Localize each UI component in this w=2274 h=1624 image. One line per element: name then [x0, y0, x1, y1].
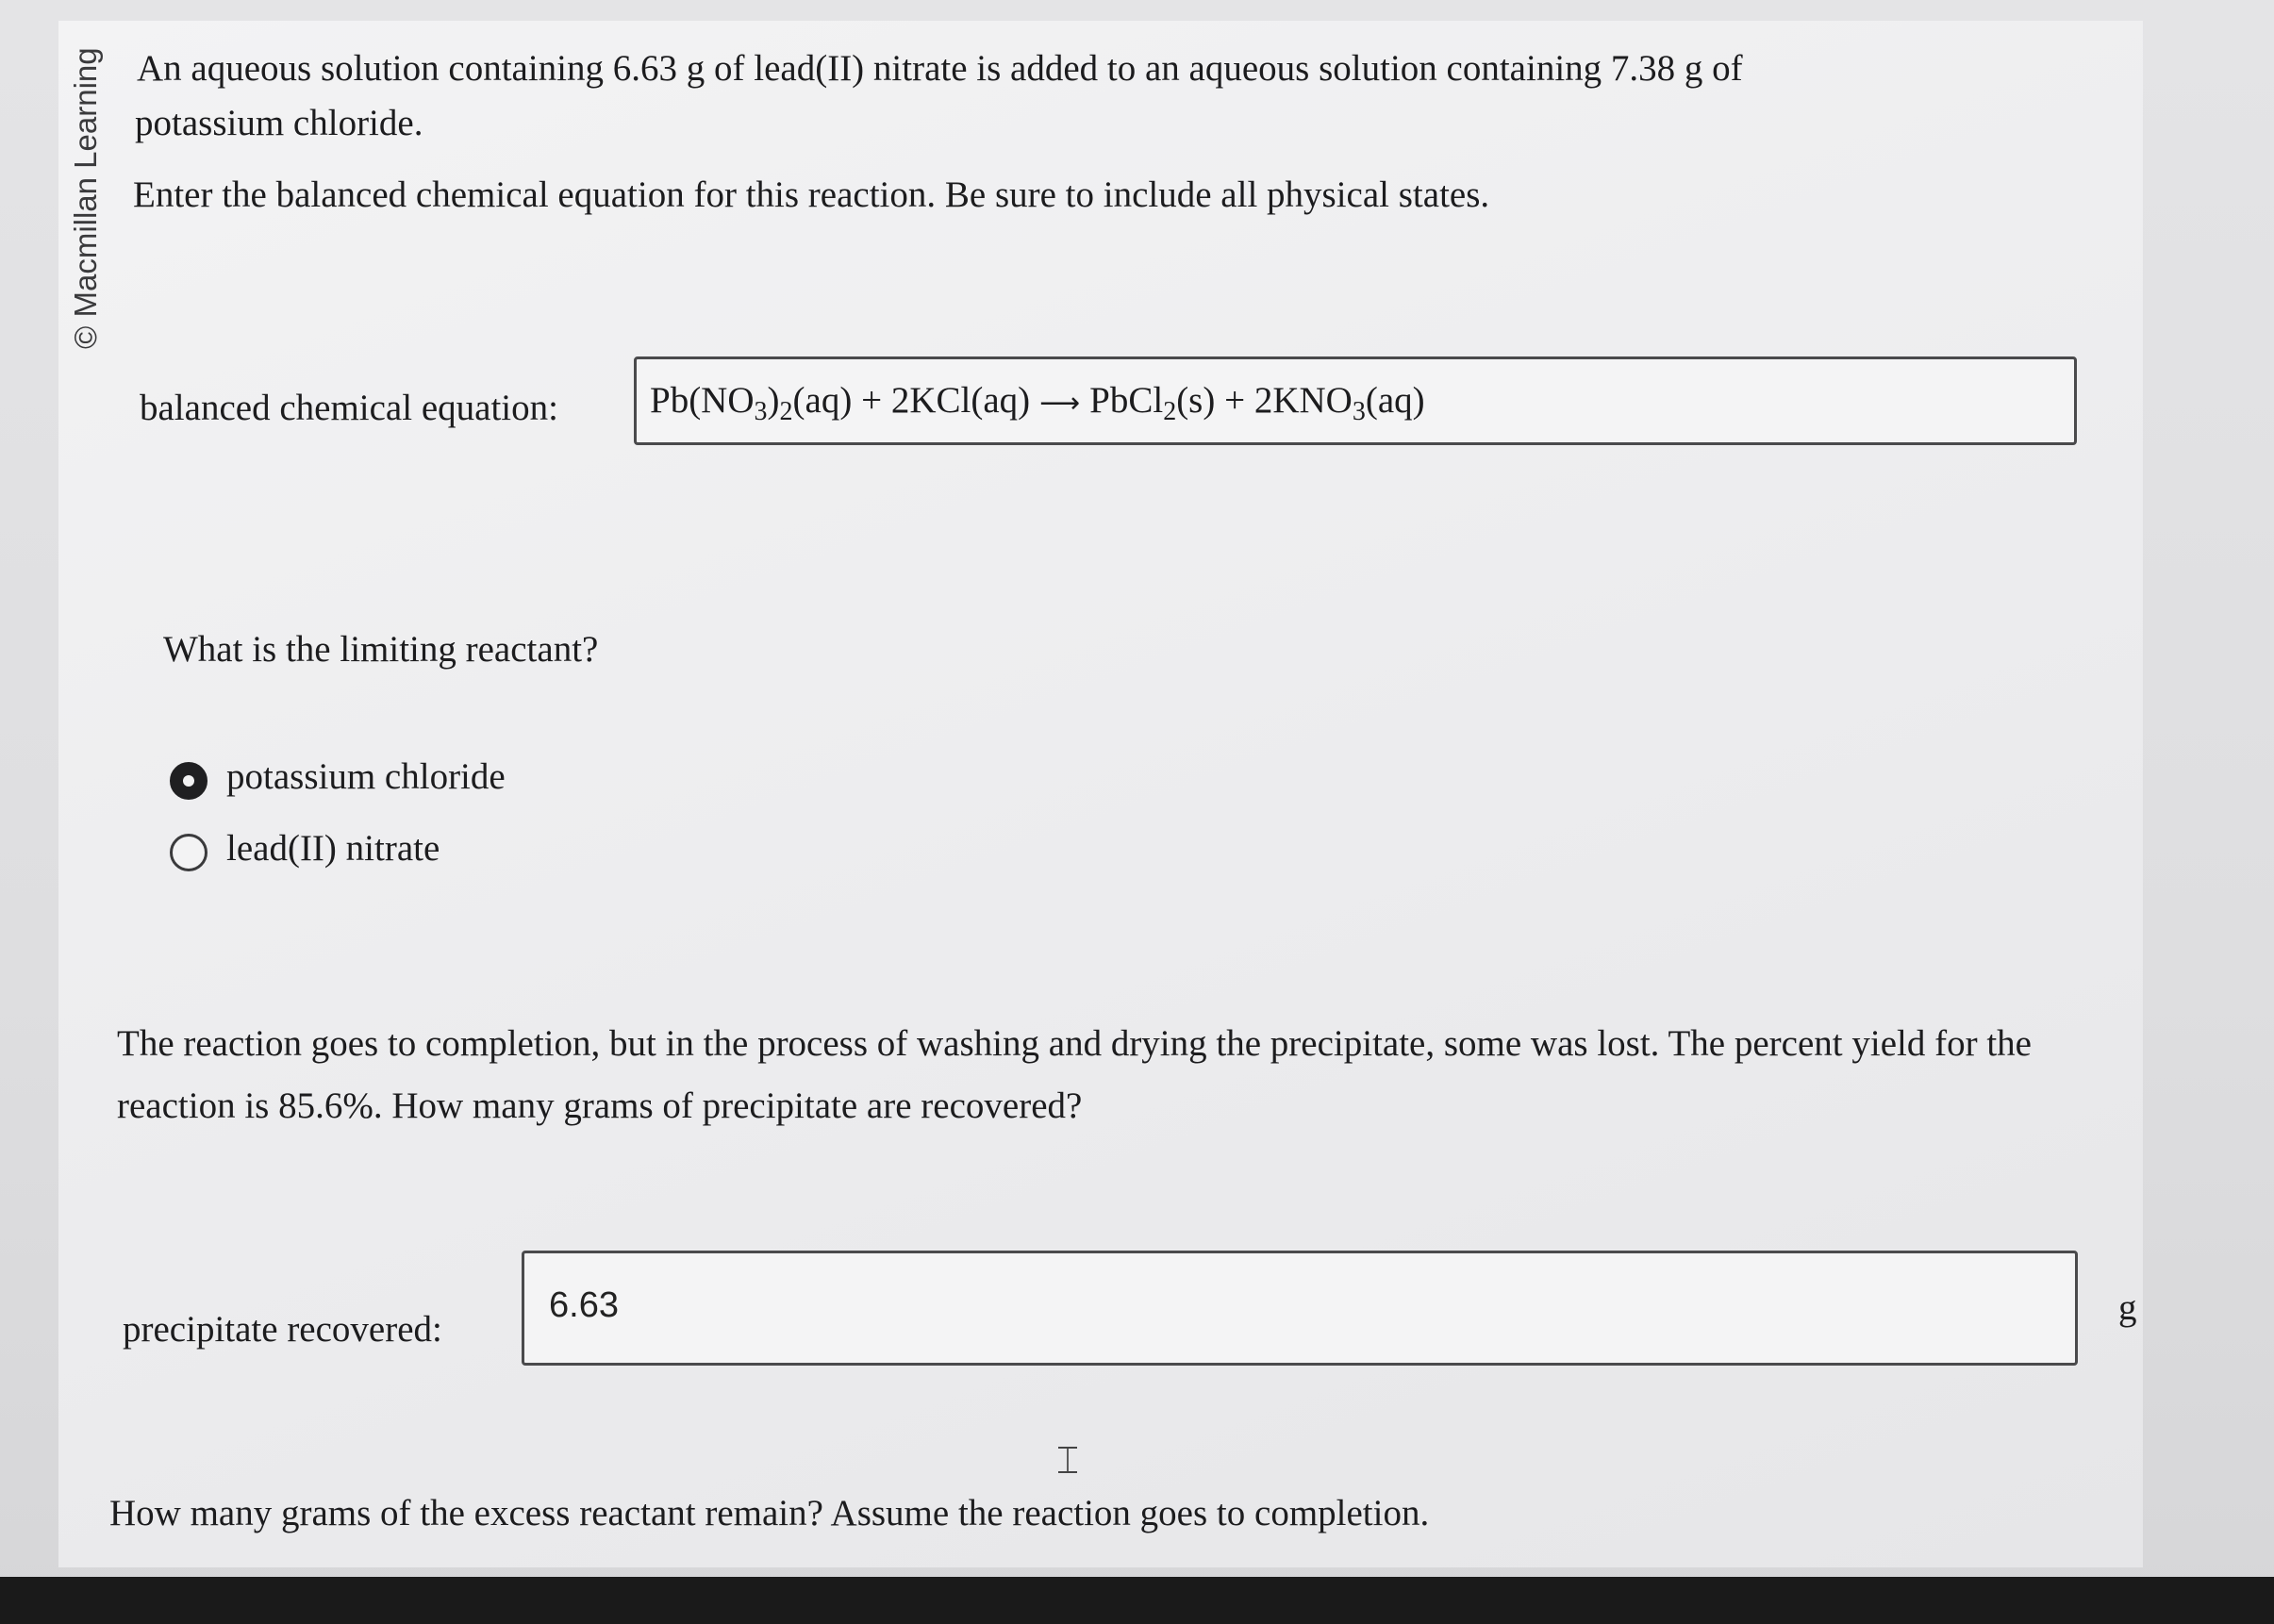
option-label-lead-nitrate[interactable]: lead(II) nitrate — [226, 828, 440, 869]
problem-text-line1: An aqueous solution containing 6.63 g of lead(II) nitrate is added to an aqueous solution containing 7.38 g of — [137, 48, 1743, 89]
equation-content: $Pb(NO_3)_2(aq) + 2KCl(aq)$ ⟶ PbCl$_2$(s) + $2KNO_3(aq)$ — [650, 374, 1425, 430]
problem-instruction: Enter the balanced chemical equation for this reaction. Be sure to include all physical states. — [133, 174, 1490, 215]
mouse-cursor-icon: ⌶ — [1056, 1439, 1079, 1483]
monitor-bezel — [0, 1577, 2274, 1624]
option-label-potassium-chloride[interactable]: potassium chloride — [226, 756, 506, 797]
reaction-arrow-icon: ⟶ — [1039, 387, 1081, 420]
radio-lead-nitrate[interactable] — [170, 834, 207, 871]
precipitate-value: 6.63 — [549, 1285, 619, 1325]
precipitate-label: precipitate recovered: — [123, 1309, 442, 1350]
equation-input[interactable] — [634, 356, 2077, 445]
percent-yield-question: The reaction goes to completion, but in the process of washing and drying the precipitate, some was lost. The percent yield for the reaction is 85.6%. How many grams of precipitate are recovered? — [117, 1023, 2032, 1126]
copyright-notice: © Macmillan Learning — [68, 47, 103, 349]
radio-potassium-chloride[interactable] — [170, 762, 207, 800]
precipitate-input[interactable] — [522, 1251, 2078, 1366]
excess-reactant-question: How many grams of the excess reactant remain? Assume the reaction goes to completion. — [109, 1493, 1430, 1533]
problem-text-line2: potassium chloride. — [135, 103, 423, 143]
limiting-reactant-question: What is the limiting reactant? — [163, 629, 599, 670]
unit-grams: g — [2118, 1287, 2137, 1328]
equation-label: balanced chemical equation: — [140, 388, 558, 428]
